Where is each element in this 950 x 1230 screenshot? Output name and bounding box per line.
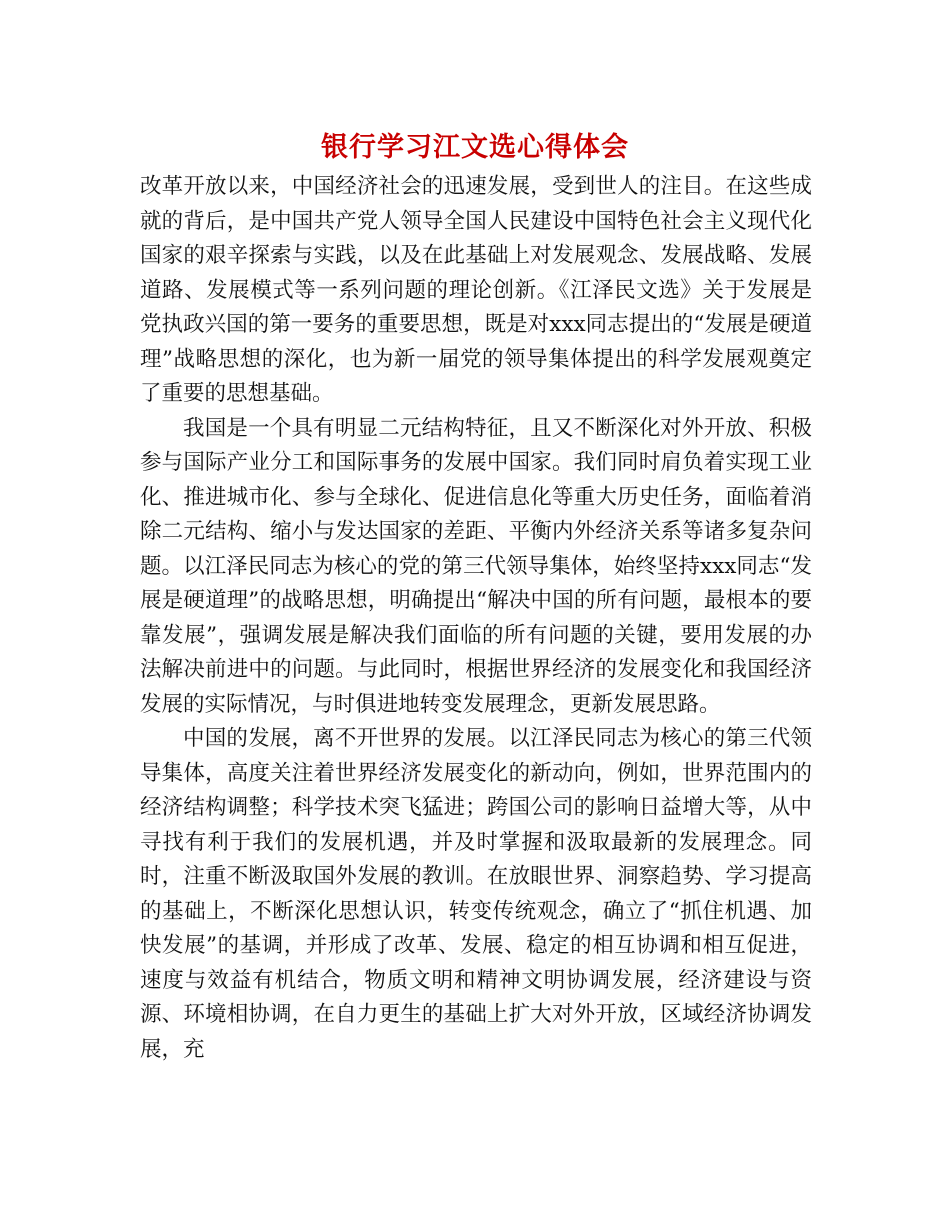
document-body	[140, 170, 812, 1067]
paragraph-3: 中国的发展，离不开世界的发展。以江泽民同志为核心的第三代领导集体，高度关注着世界经济发展变化的新动向，例如，世界范围内的经济结构调整；科学技术突飞猛进；跨国公司的影响日益增大等，从中寻找有利于我们的发展机遇，并及时掌握和汲取最新的发展理念。同时，注重不断汲取国外发展的教训。在放眼世界、洞察趋势、学习提高的基础上，不断深化思想认识，转变传统观念，确立了“抓住机遇、加快发展”的基调，并形成了改革、发展、稳定的相互协调和相互促进，速度与效益有机结合，物质文明和精神文明协调发展，经济建设与资源、环境相协调，在自力更生的基础上扩大对外开放，区域经济协调发展，充	[140, 726, 812, 1062]
paragraph-1: 改革开放以来，中国经济社会的迅速发展，受到世人的注目。在这些成就的背后，是中国共产党人领导全国人民建设中国特色社会主义现代化国家的艰辛探索与实践，以及在此基础上对发展观念、发展战略、发展道路、发展模式等一系列问题的理论创新。《江泽民文选》关于发展是党执政兴国的第一要务的重要思想，既是对xxx同志提出的“发展是硬道理”战略思想的深化，也为新一届党的领导集体提出的科学发展观奠定了重要的思想基础。	[140, 174, 812, 406]
document-title: 银行学习江文选心得体会	[321, 132, 629, 163]
paragraph-2: 我国是一个具有明显二元结构特征，且又不断深化对外开放、积极参与国际产业分工和国际事务的发展中国家。我们同时肩负着实现工业化、推进城市化、参与全球化、促进信息化等重大历史任务，面临着消除二元结构、缩小与发达国家的差距、平衡内外经济关系等诸多复杂问题。以江泽民同志为核心的党的第三代领导集体，始终坚持xxx同志“发展是硬道理”的战略思想，明确提出“解决中国的所有问题，最根本的要靠发展”，强调发展是解决我们面临的所有问题的关键，要用发展的办法解决前进中的问题。与此同时，根据世界经济的发展变化和我国经济发展的实际情况，与时俱进地转变发展理念，更新发展思路。	[140, 415, 812, 717]
